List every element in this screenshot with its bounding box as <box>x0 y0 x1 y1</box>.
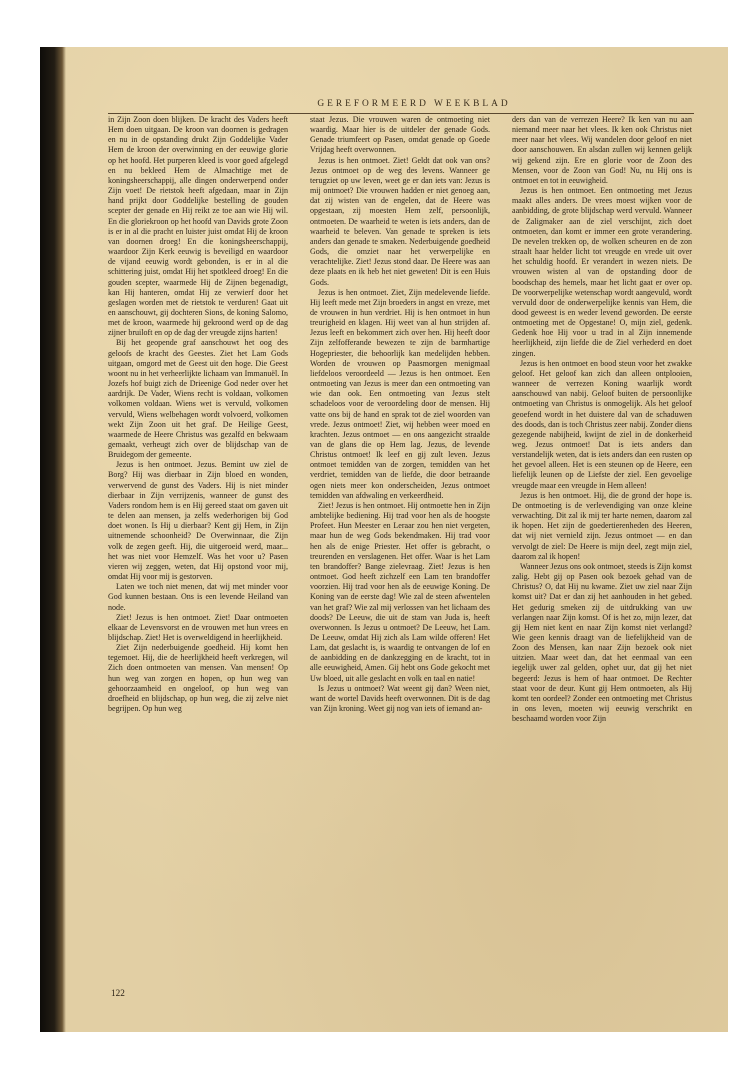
paragraph: Ziet Zijn nederbuigende goedheid. Hij komt hen tegemoet. Hij, die de heerlijkheid heeft verkregen, wil Zich doen ontmoeten van mensen. Van mensen! Op hun weg van zorgen en hopen, op hun weg van gehoorzaamheid en ongeloof, op hun weg van droefheid en blijdschap, op hun weg, die zij zelve niet begrijpen. Op hun weg <box>108 643 288 714</box>
running-head <box>40 99 728 109</box>
paragraph: Jezus is hen ontmoet en bood steun voor het zwakke geloof. Het geloof kan zich dan alleen ontplooien, wanneer de verrezen Koning waarlijk wordt aanschouwd van nabij. Geloof buiten de persoonlijke ontmoeting van Christus is onmogelijk. Als het geloof geoefend wordt in het duistere dal van de schaduwen des doods, dan is toch Christus zeer nabij. Zonder diens gezegende nabijheid, kwijnt de ziel in de donkerheid weg. Jezus ontmoet! Dat is iets anders dan verstandelijk weten, dat is iets anders dan een rusten op het gevoel alleen. Het is een steunen op de Heere, een liefelijk leunen op de Liefste der ziel. Een gevoelige vreugde maar een vreugde in Hem alleen! <box>512 358 692 490</box>
paragraph: Laten we toch niet menen, dat wij met minder voor God kunnen bestaan. Ons is een levende Heiland van node. <box>108 582 288 612</box>
magazine-page <box>40 47 728 1032</box>
header-rule <box>108 113 694 114</box>
paragraph: Jezus is hen ontmoet. Jezus. Bemint uw ziel de Borg? Hij was dierbaar in Zijn bloed en wonden, verwervend de gunst des Vaders. Hij is niet minder dierbaar in Zijn verrijzenis, wanneer de gunst des Vaders rondom hem is en Hij gereed staat om gaven uit te delen aan mensen, ja zelfs wederhorigen bij God doet wonen. Is Hij u dierbaar? Kent gij Hem, in Zijn uitnemende schoonheid? De Overwinnaar, die Zijn volk de zegen geeft. Hij, die uitgeroeid werd, maar... het was niet voor Hemzelf. Was het voor u? Pasen vieren wij zeggen, weten, dat Hij opstond voor mij, omdat Hij voor mij is gestorven. <box>108 460 288 582</box>
text-column-3 <box>512 115 692 995</box>
publication-title: GEREFORMEERD WEEKBLAD <box>317 99 511 109</box>
paragraph: Bij het geopende graf aanschouwt het oog des geloofs de kracht des Geestes. Ziet het Lam Gods uitgaan, omgord met de Geest uit den hoge. Die Geest woont nu in het verheerlijkte lichaam van Immanuël. In Jozefs hof buigt zich de Drieenige God neder over het aardrijk. De Vader, Wiens recht is voldaan, volkomen volkomen voldaan. Wiens wet is vervuld, volkomen vervuld, Wiens welbehagen wordt volvoerd, volkomen wekt Zijn Zoon uit het graf. De Heilige Geest, waarmede de Heere Christus was gezalfd en bekwaam gemaakt, verheugt zich over de blijdschap van de Bruidegom der gemeente. <box>108 338 288 460</box>
page-number: 122 <box>111 988 125 998</box>
paragraph: Ziet! Jezus is hen ontmoet. Ziet! Daar ontmoeten elkaar de Levensvorst en de vrouwen met hun vrees en blijdschap. Ziet! Het is overweldigend in heerlijkheid. <box>108 612 288 642</box>
paragraph: Is Jezus u ontmoet? Wat weent gij dan? Ween niet, want de wortel Davids heeft overwonnen. Dit is de dag van Zijn kroning. Weet gij nog van iets of iemand an- <box>310 683 490 714</box>
paragraph: staat Jezus. Die vrouwen waren de ontmoeting niet waardig. Maar hier is de uitdeler der genade Gods. Genade triumfeert op Pasen, omdat genade op Goede Vrijdag heeft overwonnen. <box>310 115 490 155</box>
page-binding-shadow <box>40 47 66 1032</box>
paragraph: Ziet! Jezus is hen ontmoet. Hij ontmoette hen in Zijn ambtelijke bediening. Hij trad voor hen als de hoogste Profeet. Hun Meester en Leraar zou hen niet vergeten, maar hun de weg Gods bekendmaken. Hij trad voor hen als de enige Priester. Het offer is gebracht, o treurenden en verslagenen. Het offer. Waar is het Lam ten brandoffer? Bange zielevraag. Ziet! Jezus is hen ontmoet. God heeft zichzelf een Lam ten brandoffer voorzien. Hij trad voor hen als de eeuwige Koning. De Koning van de eerste dag! Wie zal de steen afwentelen van het graf? Wie zal mij verlossen van het lichaam des doods? De Leeuw, die uit de stam van Juda is, heeft overwonnen. Is Jezus u ontmoet? De Leeuw, het Lam. De Leeuw, omdat Hij zich als Lam wilde offeren! Het Lam, dat geslacht is, is waardig te ontvangen de lof en de aanbidding en de dankzegging en de kracht, tot in alle eeuwigheid, Amen. Gij hebt ons Gode gekocht met Uw bloed, uit alle geslacht en volk en taal en natie! <box>310 500 490 683</box>
paragraph: Jezus is hen ontmoet. Ziet, Zijn medelevende liefde. Hij leeft mede met Zijn broeders in angst en vreze, met de vrouwen in hun verdriet. Hij is hen ontmoet in hun treurigheid en klagen. Hij weet van al hun strijden af. Jezus leeft en bekommert zich over hen. Hij heeft door Zijn zelfofferande bewezen te zijn de barmhartige Hogepriester, die behoorlijk kan medelijden hebben. Worden de vrouwen op Paasmorgen menigmaal liefdeloos veroordeeld — Jezus is hen ontmoet. Een ontmoeting van Jezus is meer dan een ontmoeting van wie dan ook. Een ontmoeting van Jezus stelt schadeloos voor de veroordeling door de mensen. Hij vatte ons bij de hand en sprak tot de ziel woorden van vrede. Jezus ontmoet! Ziet, wij hebben weer moed en krachten. Jezus ontmoet — en ons aangezicht straalde van de glans die op Hem lag. Jezus, de levende Christus ontmoet! Ik leef en gij zult leven. Jezus ontmoet temidden van de zorgen, temidden van het verdriet, temidden van de liefde, die door betraande ogen niets meer kon onderscheiden, Jezus ontmoet temidden van afdwaling en verkeerdheid. <box>310 287 490 500</box>
paragraph: Jezus is hen ontmoet. Hij, die de grond der hope is. De ontmoeting is de verlevendiging van onze kleine verwachting. Dit zal ik mij ter harte nemen, daarom zal ik hopen. Het zijn de goedertierenheden des Heeren, dat wij niet vernield zijn. Jezus ontmoet — en dan vervolgt de ziel: De Heere is mijn deel, zegt mijn ziel, daarom zal ik hopen! <box>512 490 692 561</box>
paragraph: ders dan van de verrezen Heere? Ik ken van nu aan niemand meer naar het vlees. Ik ken ook Christus niet meer naar het vlees. Wij wandelen door geloof en niet door aanschouwen. En alsdan zullen wij kennen gelijk wij gekend zijn. Ere en glorie voor de Zoon des Mensen, voor de Zoon van God! Nu, nu Hij ons is ontmoet en tot in eeuwigheid. <box>512 115 692 185</box>
paragraph: Wanneer Jezus ons ook ontmoet, steeds is Zijn komst zalig. Hebt gij op Pasen ook bezoek gehad van de Christus? O, dat Hij nu kwame. Ziet uw ziel naar Zijn komst uit? Dat er dan zij het aanhouden in het gebed. Het gedurig smeken zij de uitdrukking van uw verlangen naar Zijn komst. Of is het zo, mijn lezer, dat gij Hem niet kent en naar Zijn komst niet verlangd? Wie geen kennis draagt van de liefelijkheid van de Zoon des Mensen, kan naar Zijn bezoek ook niet uitzien. Maar weet dan, dat het eenmaal van een iegelijk uwer zal gelden, ophet uur, dat gij het niet begeerd: Jezus is hem of haar ontmoet. De Rechter staat voor de deur. Kunt gij Hem ontmoeten, als Hij komt ten oordeel? Zonder een ontmoeting met Christus in ons leven, moeten wij eeuwig verschrikt en beschaamd worden voor Zijn <box>512 561 692 724</box>
paragraph: in Zijn Zoon doen blijken. De kracht des Vaders heeft Hem doen uitgaan. De kroon van doornen is gedragen en nu in de opstanding drukt Zijn Goddelijke Vader Hem de kroon der overwinning en der eeuwige glorie op het hoofd. Het purperen kleed is voor goed afgelegd en nu bekleed Hem de Almachtige met de koningsheerschappij, alle dingen onderwerpend onder Zijn voet! De rietstok heeft afgedaan, maar in Zijn hand prijkt door Goddelijke bestelling de gouden scepter der genade en Hij reikt ze toe aan wie Hij wil. En die gloriekroon op het hoofd van Davids grote Zoon is er in al die pracht en luister juist omdat Hij de kroon van doornen droeg! En die koningsheerschappij, waardoor Zijn Kerk eeuwig is beveiligd en waardoor de vijand eeuwig wordt gebonden, is er in al die schittering juist, omdat Hij het spotkleed droeg! En die gouden scepter, waarmede Hij de Zijnen begenadigt, kan Hij hanteren, omdat Hij ze verwierf door het geslagen worden met de rietstok te verduren! Gaat uit en aanschouwt, gij dochteren Sions, de koning Salomo, met de kroon, waarmede hij gekroond werd op de dag zijner bruiloft en op de dag der vreugde zijns harten! <box>108 115 288 338</box>
text-column-1 <box>108 115 288 995</box>
text-column-2 <box>310 115 490 995</box>
paragraph: Jezus is hen ontmoet. Ziet! Geldt dat ook van ons? Jezus ontmoet op de weg des levens. Wanneer ge terugziet op uw leven, weet ge er dan iets van: Jezus is mij ontmoet? Die vrouwen hadden er niet genoeg aan, dat zij wisten van de engelen, dat de Heere was opgestaan, zij moesten Hem zelf, persoonlijk, ontmoeten. De waarheid te weten is iets anders, dan de waarheid te beleven. Van genade te spreken is iets anders dan genade te smaken. Nederbuigende goedheid Gods, die omziet naar het verwerpelijke en verachtelijke. Ziet! Jezus stond daar. De Heere was aan deze plaats en ik heb het niet geweten! Dit is een Huis Gods. <box>310 155 490 287</box>
paragraph: Jezus is hen ontmoet. Een ontmoeting met Jezus maakt alles anders. De vrees moest wijken voor de aanbidding, de grote blijdschap werd vervuld. Wanneer de Zaligmaker aan de ziel verschijnt, zich doet ontmoeten, dan komt er immer een grote verandering. De nevelen trekken op, de wolken scheuren en de zon straalt haar helder licht tot vreugde en vrede uit over het schuldig hoofd. Er verandert in wezen niets. De vrouwen wisten al van de opstanding door de boodschap des hemels, maar het licht gaat er over op. De voorwerpelijke wetenschap wordt aangevuld, wordt vervuld door de onderwerpelijke kennis van Hem, die dood geweest is en weder levend geworden. De eerste ontmoeting met de Opgestane! O, mijn ziel, gedenk. Gedenk hoe Hij voor u trad in al Zijn innemende heerlijkheid, zijn liefde die de Ziel verhederd en doet zingen. <box>512 186 692 358</box>
